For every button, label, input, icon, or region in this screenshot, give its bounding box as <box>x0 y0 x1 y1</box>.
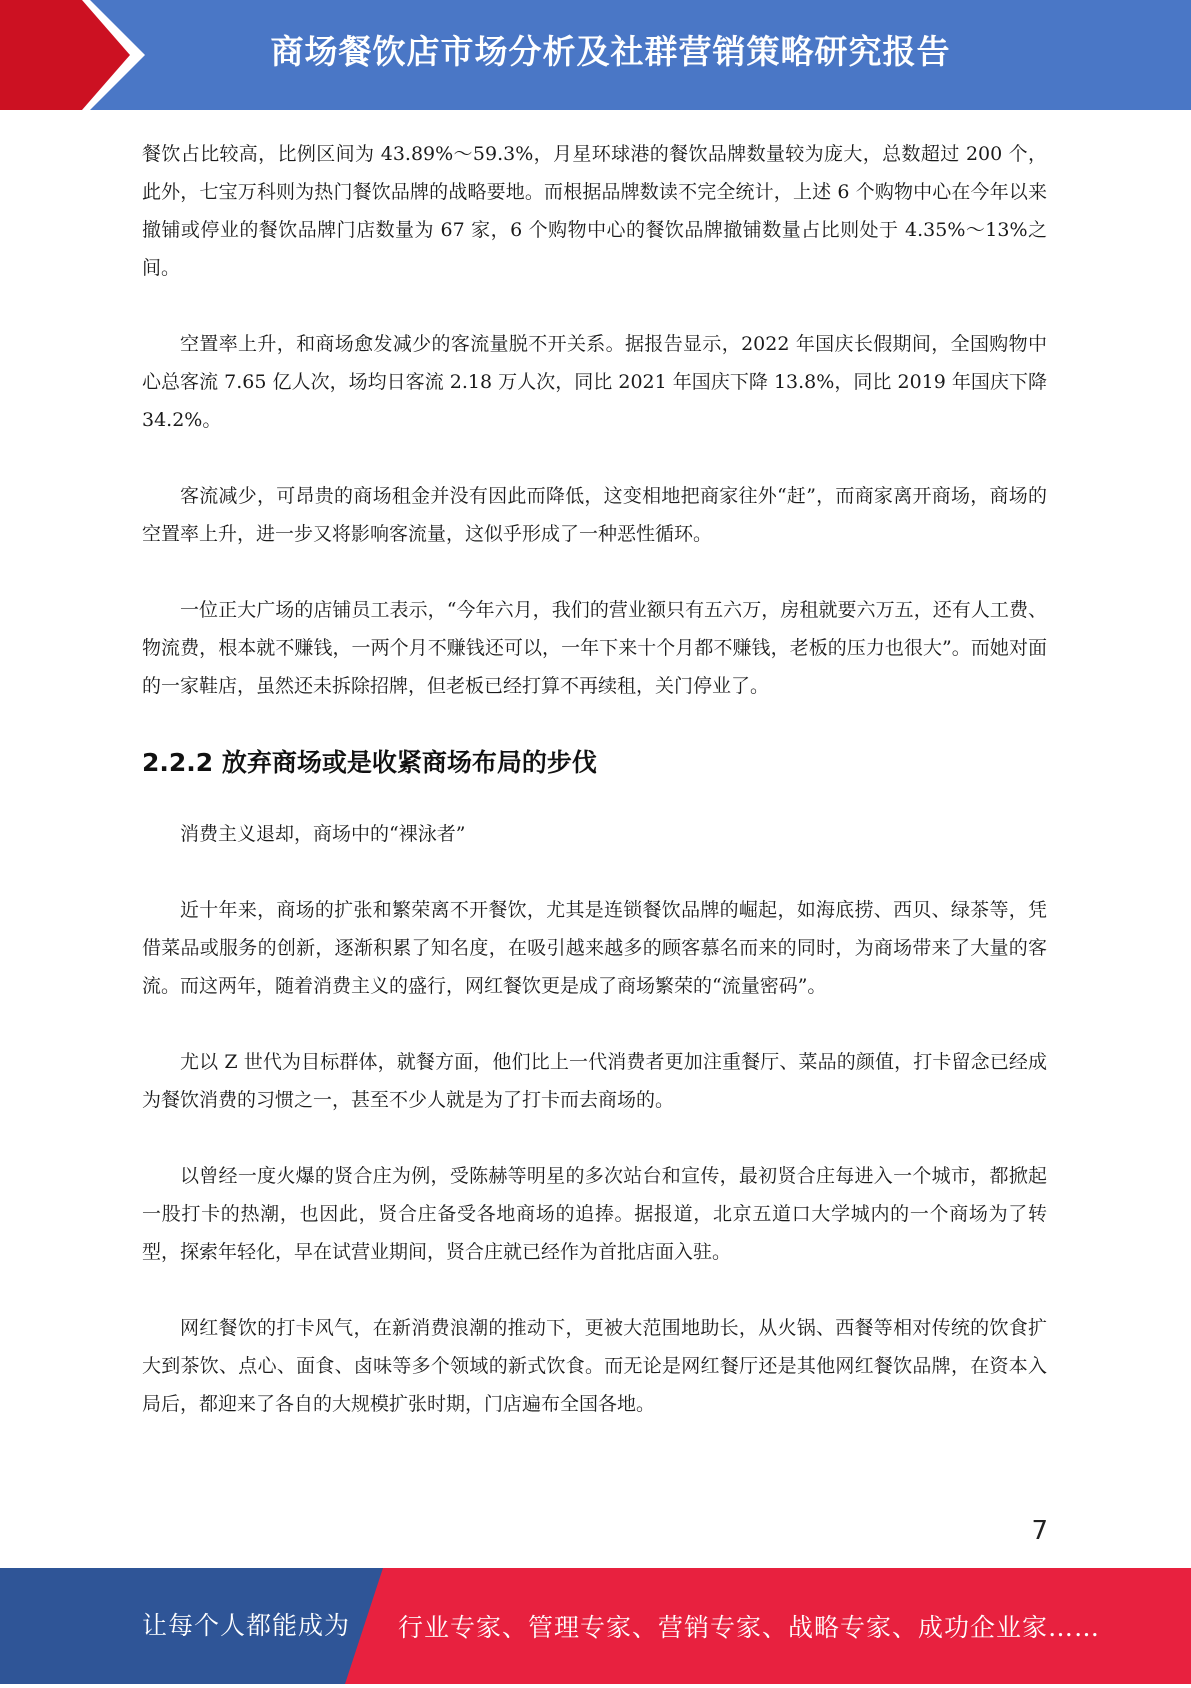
footer-slogan-right: 行业专家、管理专家、营销专家、战略专家、成功企业家…… <box>398 1613 1101 1642</box>
paragraph: 客流减少，可昂贵的商场租金并没有因此而降低，这变相地把商家往外“赶”，而商家离开商场，商场的空置率上升，进一步又将影响客流量，这似乎形成了一种恶性循环。 <box>142 485 1047 545</box>
paragraph: 尤以 Z 世代为目标群体，就餐方面，他们比上一代消费者更加注重餐厅、菜品的颜值，打卡留念已经成为餐饮消费的习惯之一，甚至不少人就是为了打卡而去商场的。 <box>142 1051 1047 1111</box>
paragraph: 一位正大广场的店铺员工表示，“今年六月，我们的营业额只有五六万，房租就要六万五，还有人工费、物流费，根本就不赚钱，一两个月不赚钱还可以，一年下来十个月都不赚钱，老板的压力也很大”。而她对面的一家鞋店，虽然还未拆除招牌，但老板已经打算不再续租，关门停业了。 <box>142 599 1047 697</box>
footer-banner <box>0 1568 1191 1684</box>
section-heading: 2.2.2 放弃商场或是收紧商场布局的步伐 <box>142 748 597 777</box>
report-title: 商场餐饮店市场分析及社群营销策略研究报告 <box>270 32 951 71</box>
paragraph: 以曾经一度火爆的贤合庄为例，受陈赫等明星的多次站台和宣传，最初贤合庄每进入一个城市，都掀起一股打卡的热潮，也因此，贤合庄备受各地商场的追捧。据报道，北京五道口大学城内的一个商场为了转型，探索年轻化，早在试营业期间，贤合庄就已经作为首批店面入驻。 <box>142 1165 1047 1263</box>
paragraph: 近十年来，商场的扩张和繁荣离不开餐饮，尤其是连锁餐饮品牌的崛起，如海底捞、西贝、绿茶等，凭借菜品或服务的创新，逐渐积累了知名度，在吸引越来越多的顾客慕名而来的同时，为商场带来了大量的客流。而这两年，随着消费主义的盛行，网红餐饮更是成了商场繁荣的“流量密码”。 <box>142 899 1047 997</box>
report-header-banner <box>0 0 1191 110</box>
paragraph: 消费主义退却，商场中的“裸泳者” <box>180 823 466 845</box>
paragraph: 空置率上升，和商场愈发减少的客流量脱不开关系。据报告显示，2022 年国庆长假期间，全国购物中心总客流 7.65 亿人次，场均日客流 2.18 万人次，同比 2021 年国庆下降 13.8%，同比 2019 年国庆下降 34.2%。 <box>142 333 1047 431</box>
paragraph: 网红餐饮的打卡风气，在新消费浪潮的推动下，更被大范围地助长，从火锅、西餐等相对传统的饮食扩大到茶饮、点心、面食、卤味等多个领域的新式饮食。而无论是网红餐厅还是其他网红餐饮品牌，在资本入局后，都迎来了各自的大规模扩张时期，门店遍布全国各地。 <box>142 1317 1047 1415</box>
paragraph: 餐饮占比较高，比例区间为 43.89%～59.3%，月星环球港的餐饮品牌数量较为庞大，总数超过 200 个，此外，七宝万科则为热门餐饮品牌的战略要地。而根据品牌数读不完全统计，上述 6 个购物中心在今年以来撤铺或停业的餐饮品牌门店数量为 67 家，6 个购物中心的餐饮品牌撤铺数量占比则处于 4.35%～13%之间。 <box>142 143 1047 279</box>
page-content <box>142 135 1047 1461</box>
page-number: 7 <box>1031 1516 1048 1546</box>
footer-slogan-left: 让每个人都能成为 <box>142 1611 351 1640</box>
